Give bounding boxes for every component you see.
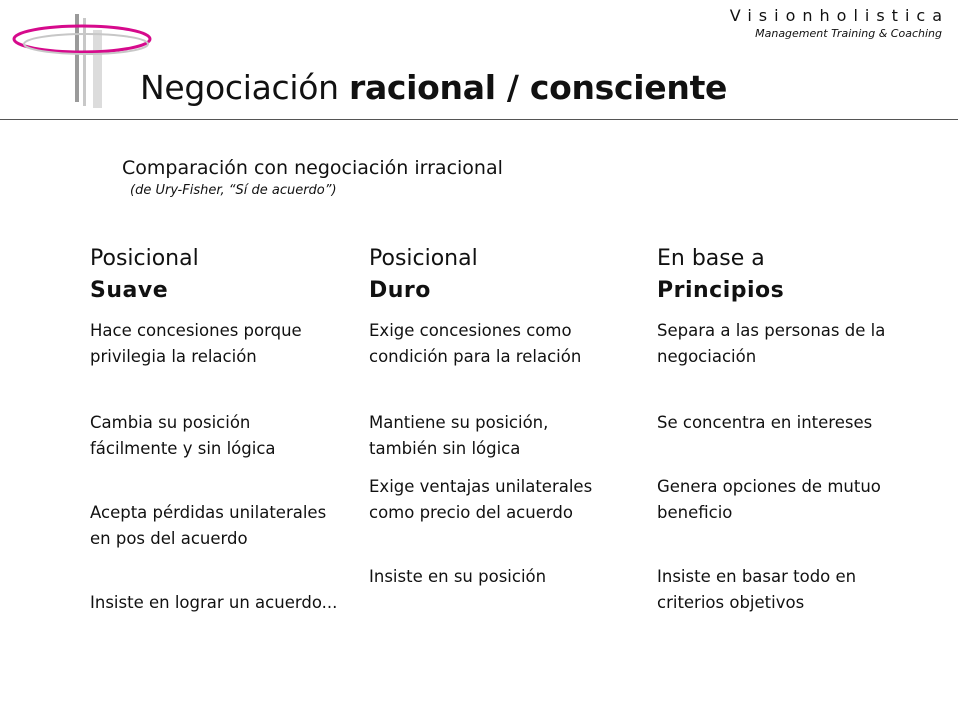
list-item: Insiste en su posición [369,567,547,586]
column-posicional-duro [369,243,593,586]
brand-name: Visionholistica [729,6,949,25]
list-item: Genera opciones de mutuo beneficio [657,477,881,522]
list-item: Hace concesiones porque privilegia la relación [90,321,302,366]
column-heading-bold: Duro [369,278,431,303]
list-item: Exige concesiones como condición para la relación [369,321,582,366]
header-divider [0,119,958,120]
subtitle: Comparación con negociación irracional [122,157,503,179]
list-item: Insiste en lograr un acuerdo... [90,593,338,612]
title-light: Negociación [140,68,349,107]
brand-tagline: Management Training & Coaching [755,27,942,40]
column-heading: Posicional [369,246,478,271]
list-item: Se concentra en intereses [657,413,873,432]
title-bold: racional / consciente [348,68,728,107]
column-heading-bold: Suave [90,278,169,303]
column-principios [657,243,886,612]
column-posicional-suave [90,243,338,612]
page-title [140,68,727,107]
column-heading: Posicional [90,246,199,271]
column-heading: En base a [657,246,765,271]
column-heading-bold: Principios [657,278,785,303]
list-item: Separa a las personas de la negociación [657,321,886,366]
list-item: Insiste en basar todo en criterios objetivos [657,567,857,612]
list-item: Cambia su posición fácilmente y sin lógica [90,413,276,458]
list-item: Mantiene su posición, también sin lógica [369,413,549,458]
list-item: Acepta pérdidas unilaterales en pos del acuerdo [90,503,327,548]
brand-block [729,6,949,40]
list-item: Exige ventajas unilaterales como precio del acuerdo [369,477,593,522]
source-citation: (de Ury-Fisher, “Sí de acuerdo”) [130,183,337,198]
